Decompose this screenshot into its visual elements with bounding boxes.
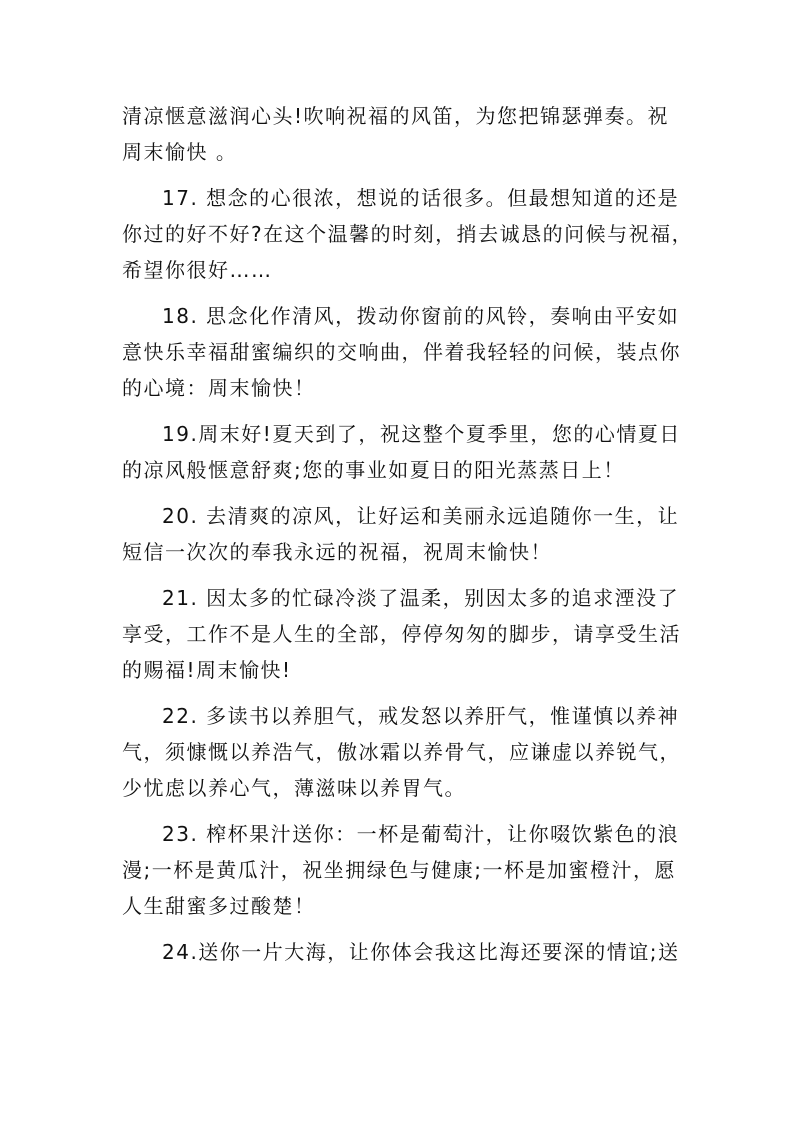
text-line: 22. 多读书以养胆气，戒发怒以养肝气，惟谨慎以养神 xyxy=(162,704,680,728)
text-line: 的心境：周末愉快！ xyxy=(122,376,316,400)
text-line: 21. 因太多的忙碌冷淡了温柔，别因太多的追求湮没了 xyxy=(162,586,680,610)
paragraph-19 xyxy=(122,416,681,488)
text-line: 漫;一杯是黄瓜汁，祝坐拥绿色与健康;一杯是加蜜橙汁，愿 xyxy=(122,858,676,882)
text-line: 享受，工作不是人生的全部，停停匆匆的脚步，请享受生活 xyxy=(122,622,681,646)
text-line: 24.送你一片大海，让你体会我这比海还要深的情谊;送 xyxy=(162,940,680,964)
text-line: 短信一次次的奉我永远的祝福，祝周末愉快！ xyxy=(122,540,552,564)
text-line: 希望你很好…… xyxy=(122,258,273,282)
paragraph-16-continued xyxy=(122,98,674,170)
text-line: 少忧虑以养心气，薄滋味以养胃气。 xyxy=(122,776,466,800)
paragraph-18 xyxy=(122,298,681,406)
text-line: 人生甜蜜多过酸楚！ xyxy=(122,894,316,918)
text-line: 气，须慷慨以养浩气，傲冰霜以养骨气，应谦虚以养锐气， xyxy=(122,740,681,764)
text-line: 23. 榨杯果汁送你：一杯是葡萄汁，让你啜饮紫色的浪 xyxy=(162,822,680,846)
text-line: 18. 思念化作清风，拨动你窗前的风铃，奏响由平安如 xyxy=(162,304,680,328)
paragraph-24 xyxy=(122,934,680,970)
text-line: 清凉惬意滋润心头!吹响祝福的风笛，为您把锦瑟弹奏。祝 xyxy=(122,104,670,128)
text-line: 17. 想念的心很浓，想说的话很多。但最想知道的还是 xyxy=(162,186,680,210)
paragraph-17 xyxy=(122,180,694,288)
paragraph-21 xyxy=(122,580,681,688)
text-line: 的凉风般惬意舒爽;您的事业如夏日的阳光蒸蒸日上！ xyxy=(122,458,625,482)
text-line: 周末愉快 。 xyxy=(122,140,238,164)
document-body xyxy=(122,98,694,970)
text-line: 你过的好不好?在这个温馨的时刻，捎去诚恳的问候与祝福， xyxy=(122,222,694,246)
paragraph-22 xyxy=(122,698,681,806)
text-line: 的赐福!周末愉快! xyxy=(122,658,292,682)
paragraph-20 xyxy=(122,498,680,570)
text-line: 20. 去清爽的凉风，让好运和美丽永远追随你一生，让 xyxy=(162,504,680,528)
text-line: 意快乐幸福甜蜜编织的交响曲，伴着我轻轻的问候，装点你 xyxy=(122,340,681,364)
paragraph-23 xyxy=(122,816,680,924)
text-line: 19.周末好!夏天到了，祝这整个夏季里，您的心情夏日 xyxy=(162,422,681,446)
